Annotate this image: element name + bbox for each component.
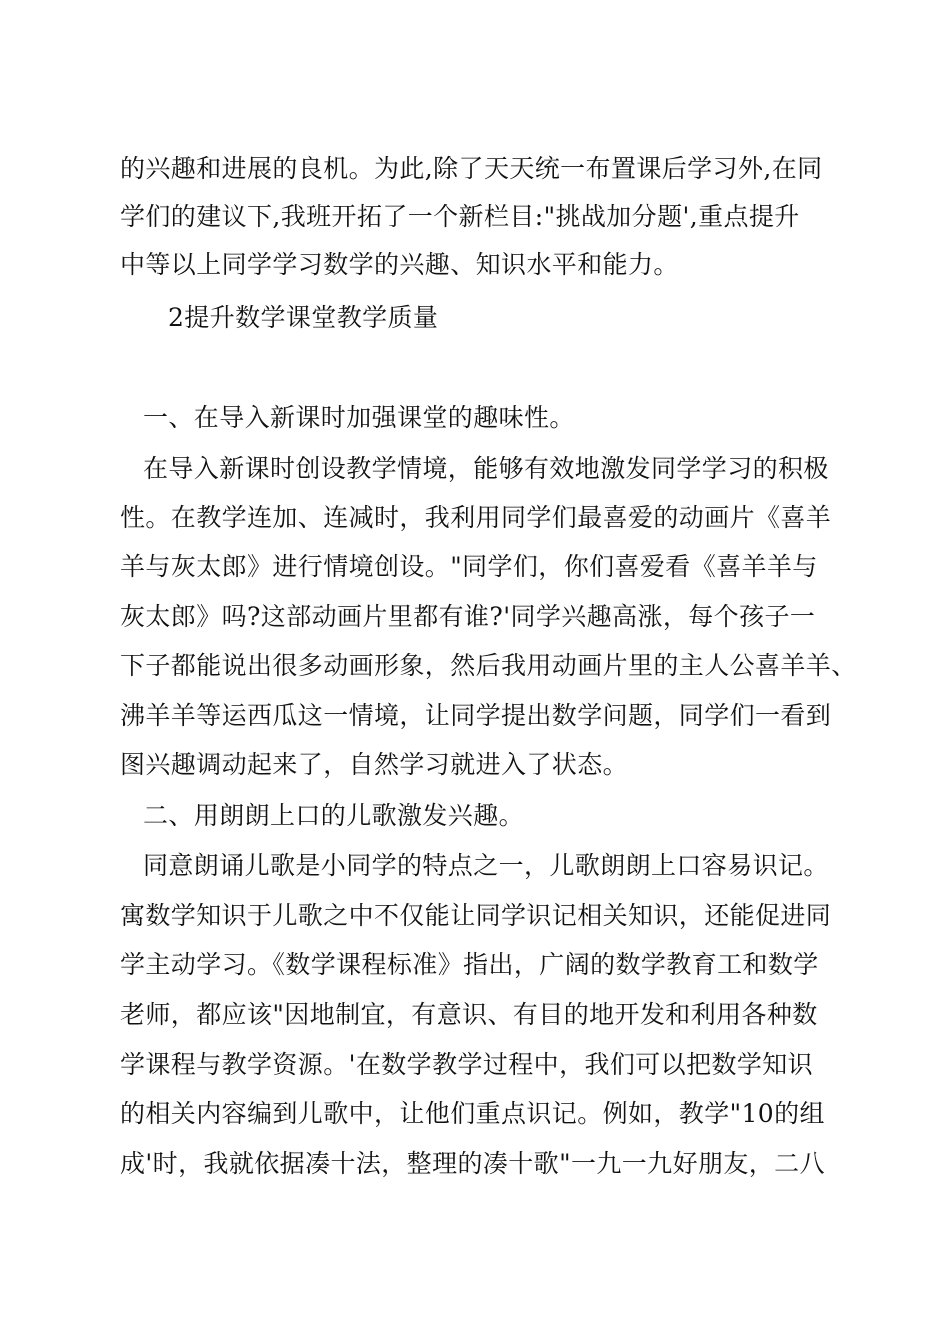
text-line: 学们的建议下,我班开拓了一个新栏目:"挑战加分题',重点提升 bbox=[120, 202, 800, 231]
subsection-heading: 二、用朗朗上口的儿歌激发兴趣。 bbox=[143, 801, 525, 830]
text-line: 性。在教学连加、连减时，我利用同学们最喜爱的动画片《喜羊 bbox=[120, 503, 832, 532]
text-line: 图兴趣调动起来了，自然学习就进入了状态。 bbox=[120, 750, 629, 779]
text-line: 的相关内容编到儿歌中，让他们重点识记。例如，教学"10的组 bbox=[120, 1099, 825, 1128]
text-line: 中等以上同学学习数学的兴趣、知识水平和能力。 bbox=[120, 250, 679, 279]
section-heading: 2提升数学课堂教学质量 bbox=[168, 303, 439, 332]
text-line: 灰太郎》吗?这部动画片里都有谁?'同学兴趣高涨，每个孩子一 bbox=[120, 602, 816, 631]
text-line: 学主动学习。《数学课程标准》指出，广阔的数学教育工和数学 bbox=[120, 950, 819, 979]
subsection-heading: 一、在导入新课时加强课堂的趣味性。 bbox=[143, 403, 575, 432]
text-line: 学课程与教学资源。'在数学教学过程中，我们可以把数学知识 bbox=[120, 1050, 814, 1079]
text-line: 老师，都应该"因地制宜，有意识、有目的地开发和利用各种数 bbox=[120, 1000, 818, 1029]
paragraph-first-line: 在导入新课时创设教学情境，能够有效地激发同学学习的积极 bbox=[143, 454, 829, 483]
text-line: 成'时，我就依据凑十法，整理的凑十歌"一九一九好朋友，二八 bbox=[120, 1149, 825, 1178]
text-line: 下子都能说出很多动画形象，然后我用动画片里的主人公喜羊羊、 bbox=[120, 651, 857, 680]
paragraph-first-line: 同意朗诵儿歌是小同学的特点之一，儿歌朗朗上口容易识记。 bbox=[143, 851, 829, 880]
text-line: 羊与灰太郎》进行情境创设。"同学们，你们喜爱看《喜羊羊与 bbox=[120, 552, 818, 581]
text-line: 沸羊羊等运西瓜这一情境，让同学提出数学问题，同学们一看到 bbox=[120, 701, 832, 730]
text-line: 寓数学知识于儿歌之中不仅能让同学识记相关知识，还能促进同 bbox=[120, 901, 832, 930]
text-line: 的兴趣和进展的良机。为此,除了天天统一布置课后学习外,在同 bbox=[120, 154, 823, 183]
